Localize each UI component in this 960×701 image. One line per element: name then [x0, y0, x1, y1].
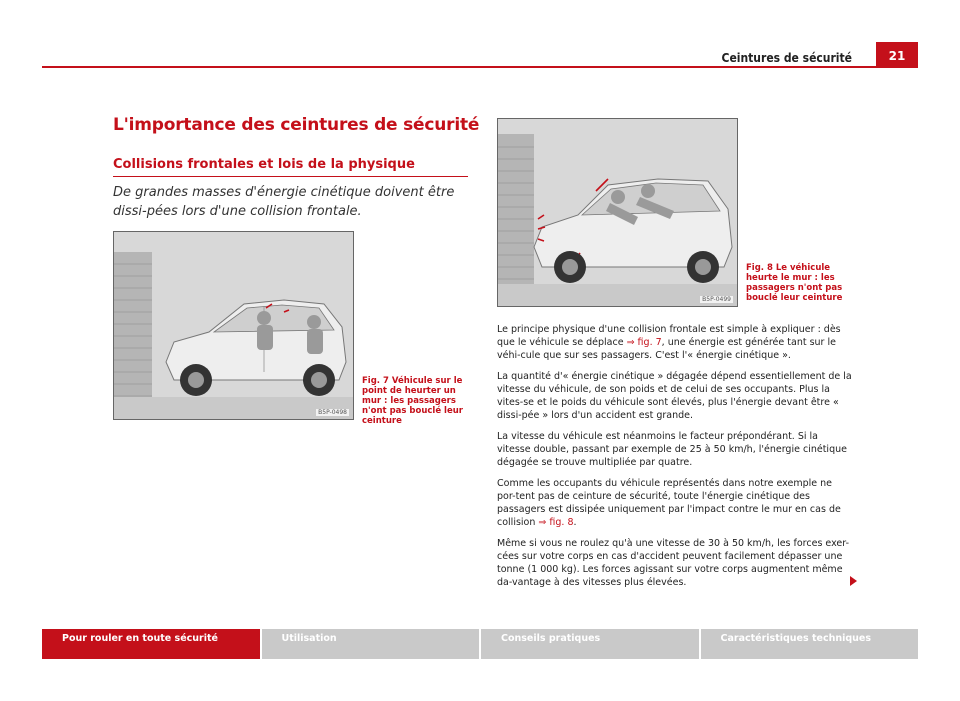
- tab-practical-tips[interactable]: Conseils pratiques: [481, 629, 699, 659]
- text-run: , une énergie est générée tant sur le véhi-cule que sur ses passagers. C'est l'« énergie cinétique ».: [497, 337, 836, 361]
- figure-code: B5P-0499: [702, 296, 731, 303]
- footer-nav: [42, 629, 918, 659]
- paragraph: La vitesse du véhicule est néanmoins le facteur prépondérant. Si la vitesse double, passant par exemple de 25 à 50 km/h, l'énergie cinétique dégagée se trouve multipliée par quatre.: [497, 431, 847, 468]
- text-run: Le principe physique d'une collision frontale est simple à expliquer : dès que le véhicule se déplace: [497, 324, 841, 348]
- figure-7-caption: Fig. 7 Véhicule sur le point de heurter un mur : les passagers n'ont pas bouclé leur ceinture: [362, 376, 463, 426]
- tab-usage[interactable]: Utilisation: [262, 629, 480, 659]
- car-before-impact-image: [114, 232, 353, 419]
- paragraph: Même si vous ne roulez qu'à une vitesse de 30 à 50 km/h, les forces exer-cées sur votre corps en cas d'accident peuvent facilement dépasser une tonne (1 000 kg). Les forces agissant sur votre corps augmentent même da-vantage à des vitesses plus élevées.: [497, 538, 849, 588]
- text-run: Comme les occupants du véhicule représentés dans notre exemple ne por-tent pas de ceinture de sécurité, toute l'énergie cinétique des passagers est dissipée uniquement par l'impact contre le mur en cas de collision: [497, 478, 841, 528]
- tab-safety[interactable]: Pour rouler en toute sécurité: [42, 629, 260, 659]
- chapter-title: Ceintures de sécurité: [721, 51, 852, 65]
- paragraph: La quantité d'« énergie cinétique » dégagée dépend essentiellement de la vitesse du véhicule, de son poids et de celui de ses occupants. Plus la vites-se et le poids du véhicule sont élevés, plus l'énergie devant être « dissi-pée » lors d'un accident est grande.: [497, 371, 852, 421]
- intro-text: De grandes masses d'énergie cinétique doivent être dissi-pées lors d'une collision frontale.: [113, 185, 455, 219]
- paragraph: [497, 477, 853, 529]
- tab-technical-specs[interactable]: Caractéristiques techniques: [701, 629, 919, 659]
- text-run: .: [573, 517, 577, 528]
- car-impact-image: [498, 119, 737, 306]
- figure-code: B5P-0498: [318, 409, 347, 416]
- body-text: [497, 323, 853, 597]
- fig-8-link[interactable]: ⇒ fig. 8: [538, 517, 574, 528]
- figure-8-illustration: [497, 118, 738, 307]
- page-title: L'importance des ceintures de sécurité: [113, 115, 480, 135]
- fig-7-link[interactable]: ⇒ fig. 7: [626, 337, 662, 348]
- paragraph: [497, 323, 853, 362]
- header-rule: [42, 66, 918, 68]
- figure-7-illustration: [113, 231, 354, 420]
- figure-8-caption: Fig. 8 Le véhicule heurte le mur : les passagers n'ont pas bouclé leur ceinture: [746, 263, 843, 303]
- continue-arrow-icon[interactable]: [850, 576, 857, 586]
- section-rule: [113, 176, 468, 177]
- section-title: Collisions frontales et lois de la physique: [113, 157, 415, 172]
- page-number: 21: [876, 42, 918, 68]
